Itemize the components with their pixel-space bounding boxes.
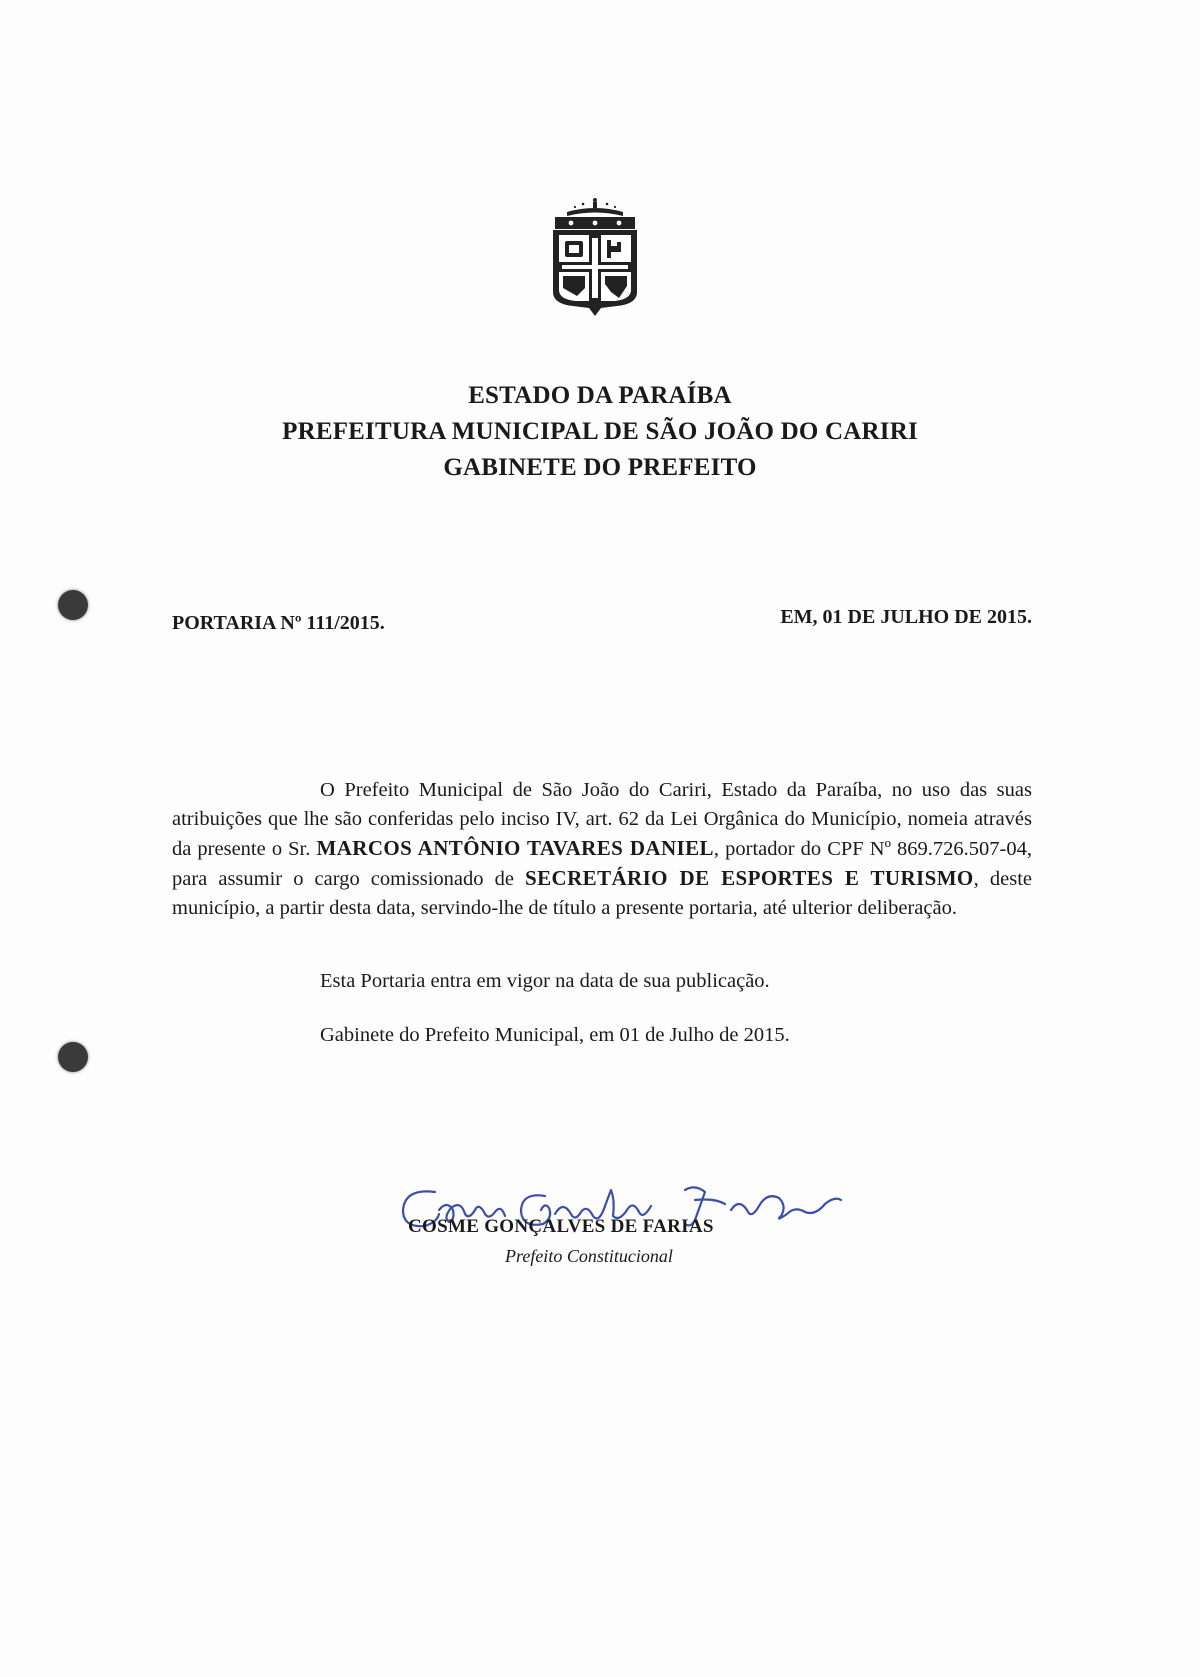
body-paragraph: [172, 776, 1032, 923]
punch-hole-bottom: [58, 1042, 88, 1072]
closing-line: Gabinete do Prefeito Municipal, em 01 de Julho de 2015.: [320, 1024, 790, 1046]
appointee-name: MARCOS ANTÔNIO TAVARES DANIEL: [316, 836, 714, 860]
signatory-name: COSME GONÇALVES DE FARIAS: [408, 1216, 714, 1237]
header-state: ESTADO DA PARAÍBA: [468, 382, 732, 409]
effective-clause: Esta Portaria entra em vigor na data de sua publicação.: [320, 970, 770, 992]
handwritten-signature: [395, 1170, 895, 1250]
punch-hole-top: [58, 590, 88, 620]
body-text-c: , deste município, a partir desta data, servindo-lhe de título a presente portaria, até ulterior deliberação.: [172, 868, 1033, 919]
body-text-a: O Prefeito Municipal de São João do Cariri, Estado da Paraíba, no uso das suas atribuições que lhe são conferidas pelo inciso IV, art. 62 da Lei Orgânica do Município, nomeia através da presente o Sr.: [172, 779, 1032, 860]
document-date: EM, 01 DE JULHO DE 2015.: [780, 606, 1032, 628]
portaria-number: PORTARIA Nº 111/2015.: [172, 612, 385, 634]
municipal-coat-of-arms-icon: [545, 196, 645, 318]
header-office: GABINETE DO PREFEITO: [443, 454, 757, 481]
signatory-title: Prefeito Constitucional: [505, 1246, 673, 1266]
appointed-role: SECRETÁRIO DE ESPORTES E TURISMO: [525, 866, 974, 890]
header-prefecture: PREFEITURA MUNICIPAL DE SÃO JOÃO DO CARIRI: [282, 418, 918, 445]
document-header: [150, 378, 1050, 486]
body-text-b: , portador do CPF Nº 869.726.507-04, para assumir o cargo comissionado de: [172, 838, 1032, 890]
